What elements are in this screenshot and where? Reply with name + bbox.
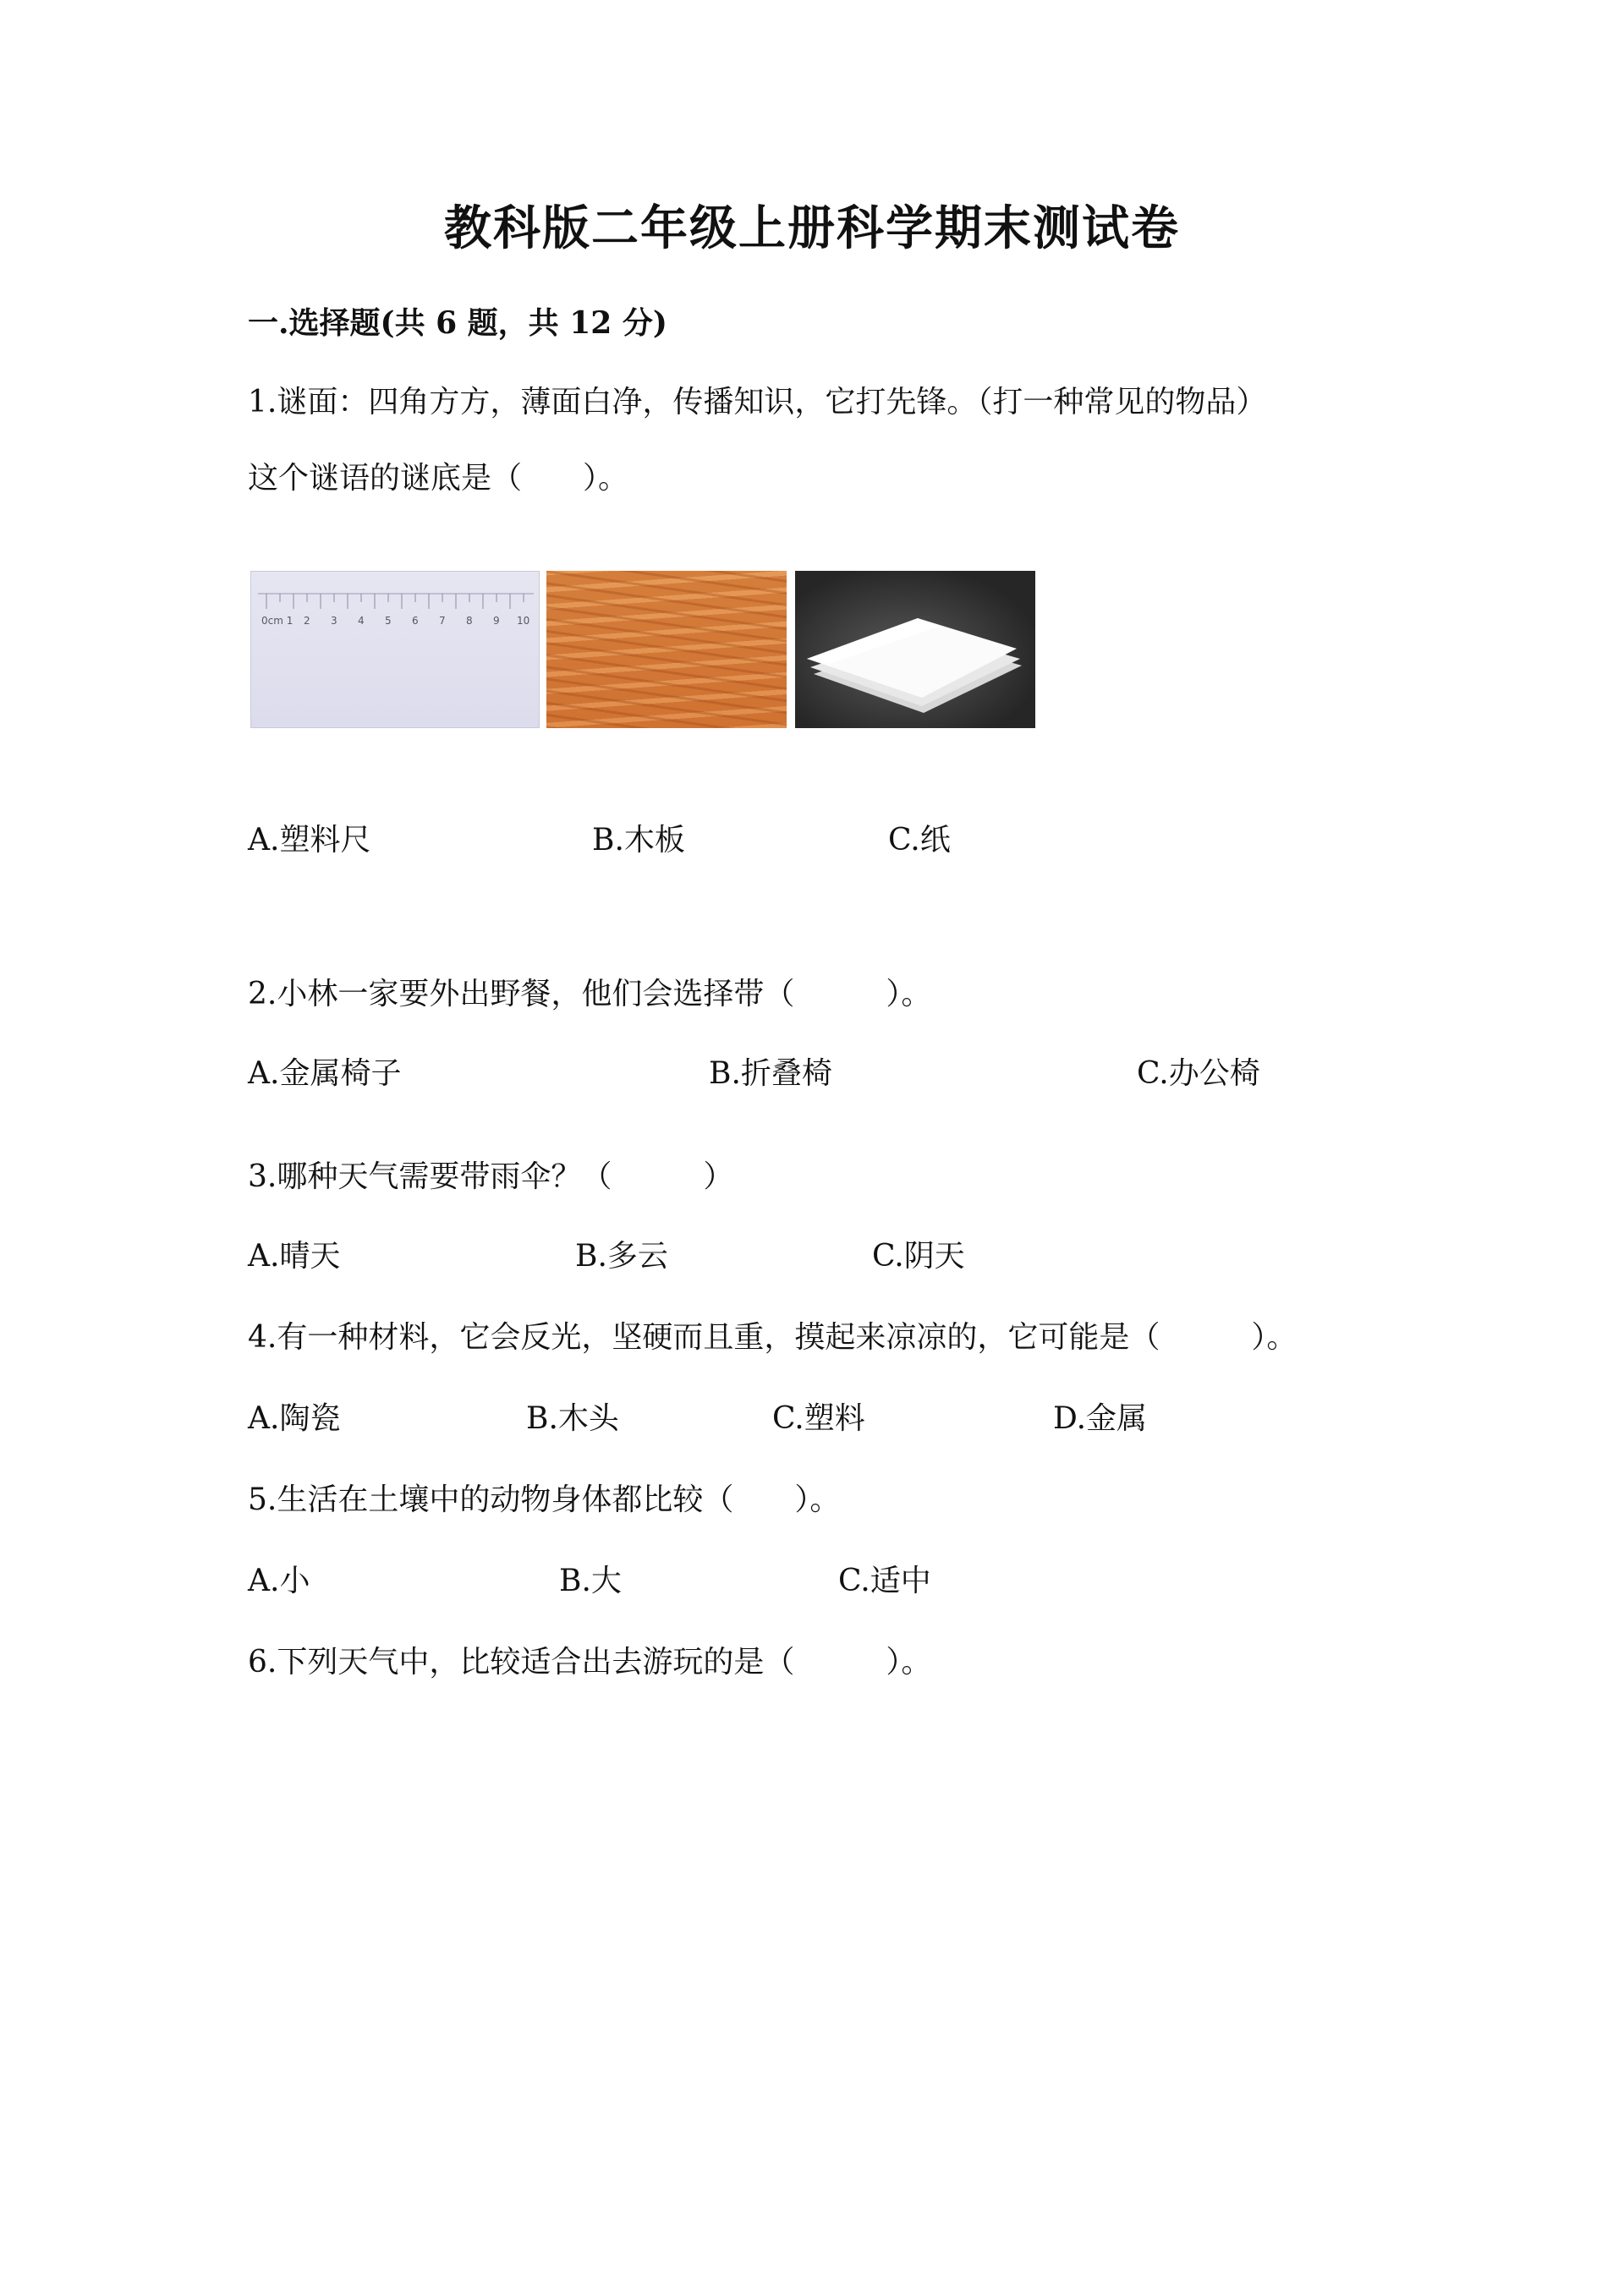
ruler-tick-label: 9 — [493, 615, 500, 627]
ruler-tick-label: 3 — [331, 615, 337, 627]
q5-option-a: A.小 — [248, 1564, 310, 1598]
q2-option-b: B.折叠椅 — [709, 1056, 832, 1091]
q2-option-c: C.办公椅 — [1137, 1056, 1260, 1091]
ruler-tick-label: 10 — [517, 615, 530, 627]
q1-option-a: A.塑料尺 — [248, 823, 371, 858]
ruler-tick-label: 2 — [304, 615, 310, 627]
ruler-tick-label: 6 — [412, 615, 419, 627]
paper-stack-image — [795, 571, 1035, 728]
question-3-text: 3.哪种天气需要带雨伞？（ ） — [248, 1159, 734, 1194]
page-title: 教科版二年级上册科学期末测试卷 — [444, 200, 1180, 256]
q3-option-b: B.多云 — [575, 1239, 668, 1274]
question-4-text: 4.有一种材料，它会反光，坚硬而且重，摸起来凉凉的，它可能是（ ）。 — [248, 1320, 1298, 1355]
section-heading: 一.选择题(共 6 题，共 12 分) — [248, 305, 667, 341]
q1-option-b: B.木板 — [592, 823, 685, 858]
question-6-text: 6.下列天气中，比较适合出去游玩的是（ ）。 — [248, 1645, 932, 1680]
q3-option-a: A.晴天 — [248, 1239, 341, 1274]
question-2-text: 2.小林一家要外出野餐，他们会选择带（ ）。 — [248, 977, 932, 1011]
q4-option-a: A.陶瓷 — [248, 1401, 341, 1436]
q5-option-c: C.适中 — [838, 1564, 931, 1598]
question-1-images — [250, 571, 1045, 732]
paper-sheets-drawing — [795, 571, 1035, 728]
question-5-text: 5.生活在土壤中的动物身体都比较（ ）。 — [248, 1482, 841, 1517]
plastic-ruler-image — [250, 571, 540, 728]
ruler-tick-label: 5 — [385, 615, 392, 627]
q3-option-c: C.阴天 — [872, 1239, 965, 1274]
ruler-tick-label: 0cm 1 — [261, 615, 294, 627]
q5-option-b: B.大 — [559, 1564, 622, 1598]
ruler-scale — [251, 572, 540, 728]
ruler-tick-label: 4 — [358, 615, 365, 627]
question-1-line-1: 1.谜面：四角方方，薄面白净，传播知识，它打先锋。（打一种常见的物品） — [248, 385, 1267, 419]
q4-option-b: B.木头 — [526, 1401, 619, 1436]
q4-option-d: D.金属 — [1053, 1401, 1148, 1436]
q2-option-a: A.金属椅子 — [248, 1056, 402, 1091]
ruler-tick-label: 7 — [439, 615, 446, 627]
question-1-line-2: 这个谜语的谜底是（ ）。 — [248, 461, 629, 496]
ruler-tick-label: 8 — [466, 615, 473, 627]
q1-option-c: C.纸 — [888, 823, 951, 858]
q4-option-c: C.塑料 — [772, 1401, 865, 1436]
wood-board-image — [546, 571, 787, 728]
